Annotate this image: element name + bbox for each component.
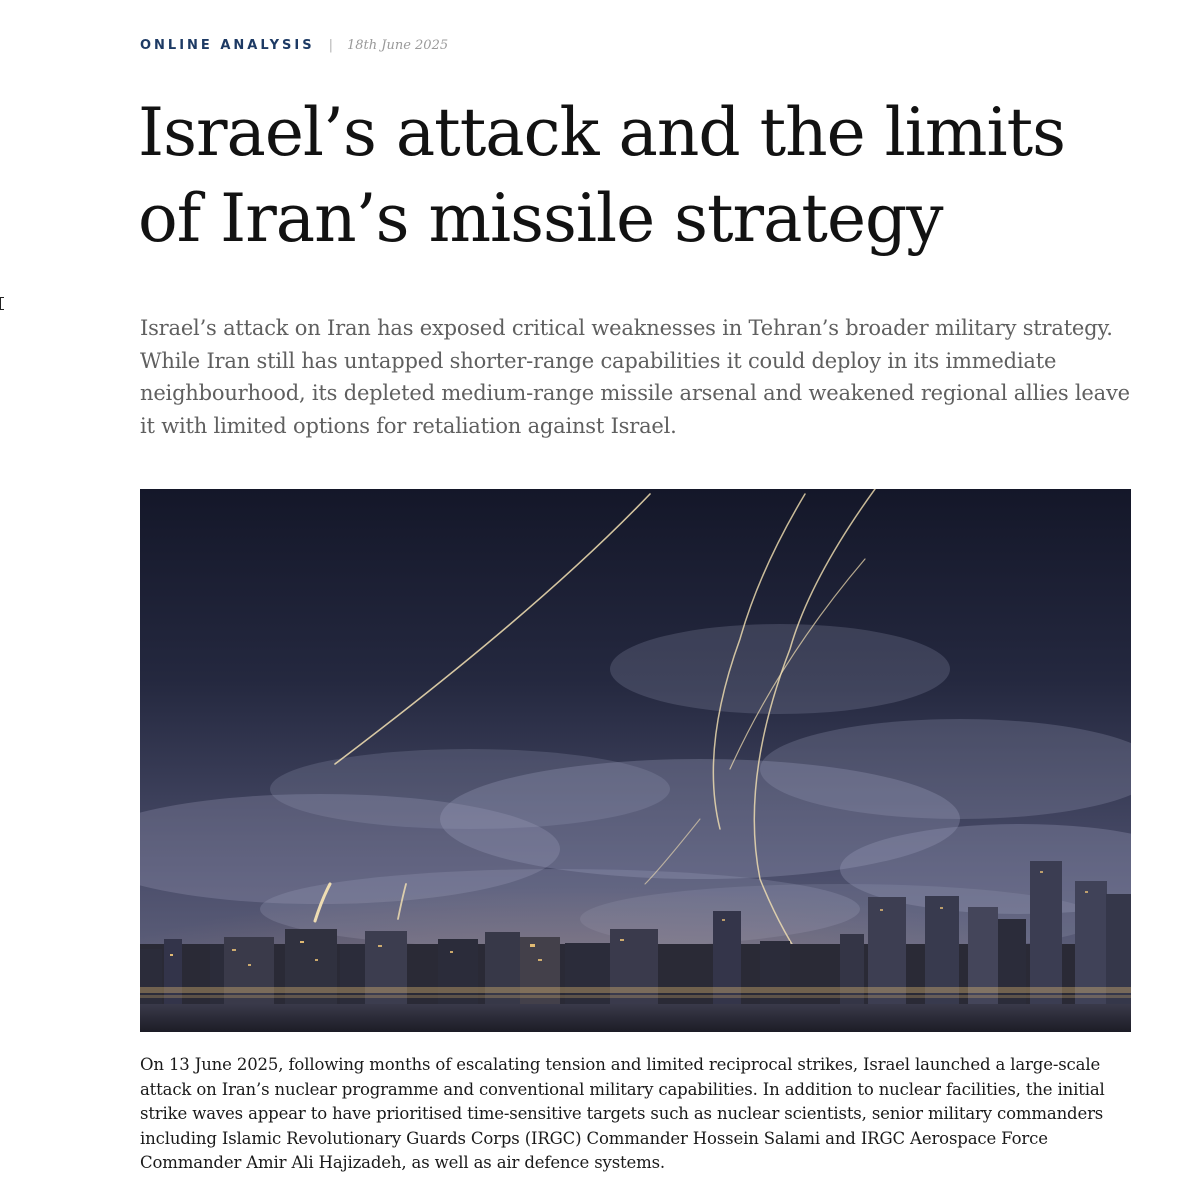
article-standfirst: Israel’s attack on Iran has exposed critical weaknesses in Tehran’s broader military strategy. While Iran still has untapped shorter-range capabilities it could deploy in its immediate neighbourhood, its depleted medium-range missile arsenal and weakened regional allies leave it with limited options for retaliation against Israel. xyxy=(140,316,1130,438)
meta-separator: | xyxy=(328,37,333,53)
article-headline: Israel’s attack and the limits of Iran’s missile strategy xyxy=(138,94,1065,257)
hero-image xyxy=(140,489,1131,1032)
publish-date: 18th June 2025 xyxy=(346,37,449,53)
category-link[interactable]: ONLINE ANALYSIS xyxy=(140,37,315,53)
article-meta xyxy=(140,35,448,55)
edge-fragment xyxy=(0,297,4,310)
article-body: On 13 June 2025, following months of escalating tension and limited reciprocal strikes, Israel launched a large-scale attack on Iran’s nuclear programme and conventional military capabilities. In addition to nuclear facilities, the initial strike waves appear to have prioritised time-sensitive targets such as nuclear scientists, senior military commanders including Islamic Revolutionary Guards Corps (IRGC) Commander Hossein Salami and IRGC Aerospace Force Commander Amir Ali Hajizadeh, as well as air defence systems. xyxy=(140,1055,1105,1173)
